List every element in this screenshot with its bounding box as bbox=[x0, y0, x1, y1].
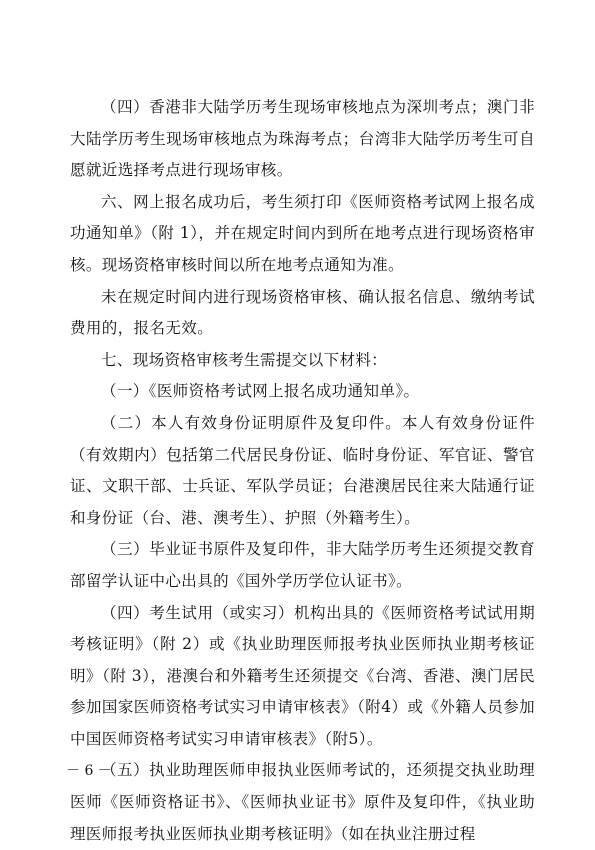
paragraph-item-2-identity: （二）本人有效身份证明原件及复印件。本人有效身份证件（有效期内）包括第二代居民身份证、临时身份证、军官证、警官证、文职干部、士兵证、军队学员证；台港澳居民往来大陆通行证和身份证（台、港、澳考生）、护照（外籍考生）。 bbox=[70, 413, 535, 527]
paragraph-item-5-assistant-physician: （五）执业助理医师申报执业医师考试的，还须提交执业助理医师《医师资格证书》、《医师执业证书》原件及复印件，《执业助理医师报考执业医师执业期考核证明》（如在执业注册过程 bbox=[70, 761, 535, 843]
paragraph-item-4-probation-proof: （四）考生试用（或实习）机构出具的《医师资格考试试用期考核证明》（附 2）或《执业助理医师报考执业医师执业期考核证明》（附 3），港澳台和外籍考生还须提交《台湾、香港、澳门居民参加国家医师资格考试实习申请审核表》（附4）或《外籍人员参加中国医师资格考试实习申请审核表》（附5）。 bbox=[70, 603, 535, 748]
document-body bbox=[70, 92, 535, 850]
paragraph-registration-invalid: 未在规定时间内进行现场资格审核、确认报名信息、缴纳考试费用的，报名无效。 bbox=[70, 287, 535, 338]
paragraph-item-1-notice: （一）《医师资格考试网上报名成功通知单》。 bbox=[101, 382, 420, 401]
paragraph-section-7-heading: 七、现场资格审核考生需提交以下材料： bbox=[101, 350, 388, 369]
paragraph-item-3-diploma: （三）毕业证书原件及复印件，非大陆学历考生还须提交教育部留学认证中心出具的《国外学历学位认证书》。 bbox=[70, 540, 535, 590]
page-number: － 6 － bbox=[66, 763, 112, 779]
paragraph-hk-macau-taiwan-review-location: （四）香港非大陆学历考生现场审核地点为深圳考点；澳门非大陆学历考生现场审核地点为珠海考点；台湾非大陆学历考生可自愿就近选择考点进行现场审核。 bbox=[70, 98, 535, 180]
paragraph-section-6-print-notice: 六、网上报名成功后，考生须打印《医师资格考试网上报名成功通知单》（附 1），并在规定时间内到所在地考点进行现场资格审核。现场资格审核时间以所在地考点通知为准。 bbox=[70, 192, 535, 274]
